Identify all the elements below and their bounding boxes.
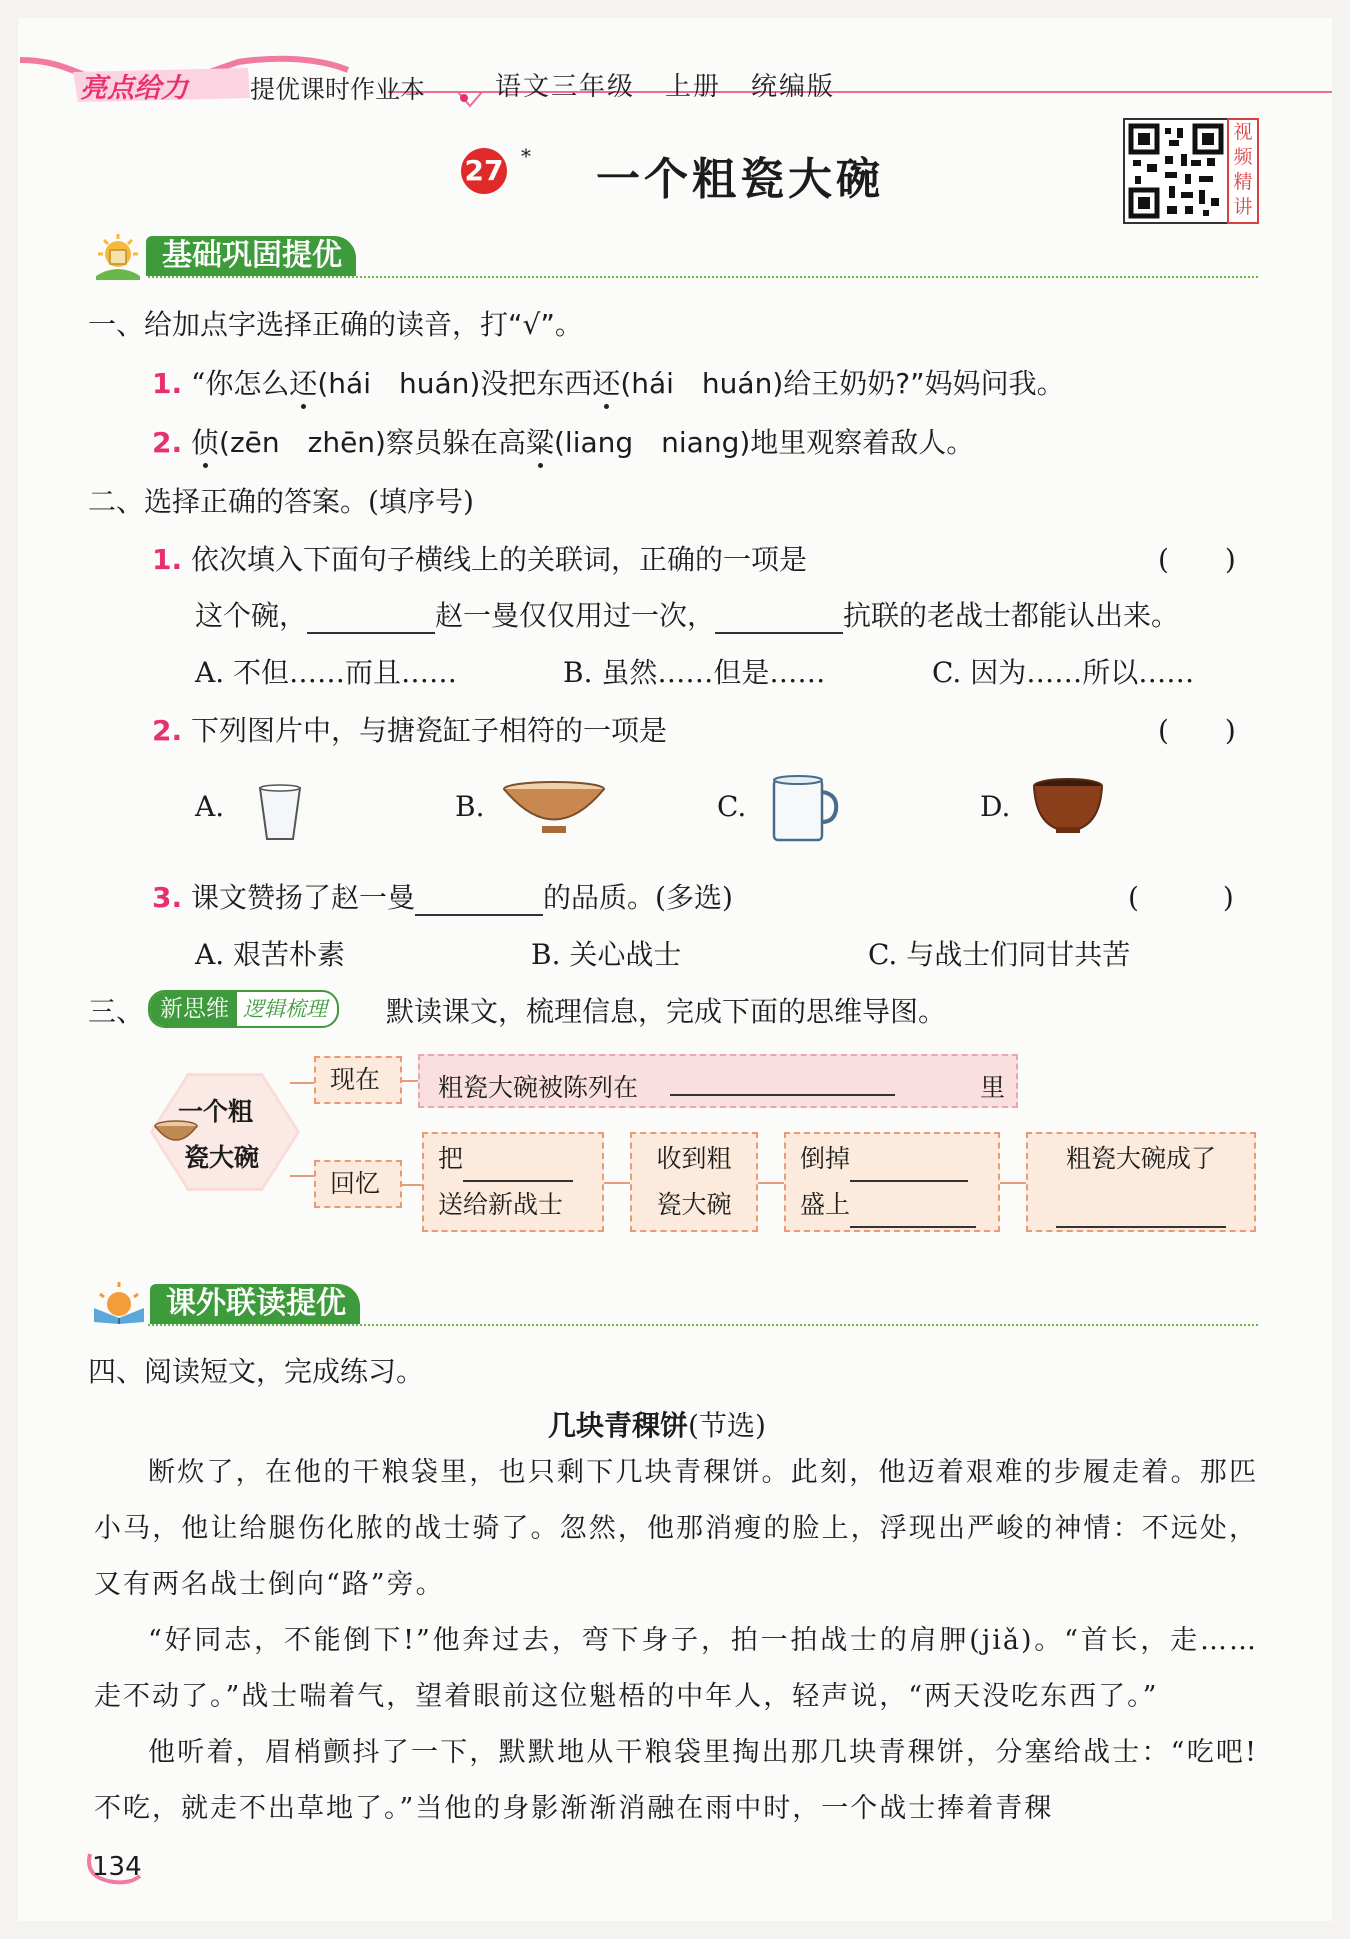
q1-item2-dotted-char-2: 粱 [525, 426, 554, 459]
mindmap-box-1 [422, 1132, 604, 1232]
mindmap-box2-text-b: 瓷大碗 [656, 1190, 732, 1219]
q2-item1-blank-1[interactable] [307, 604, 435, 634]
q2-item2 [152, 709, 667, 749]
q1-item1-dotted-char-2: 还 [592, 367, 621, 400]
q2-item3-text-a: 课文赞扬了赵一曼 [191, 881, 416, 914]
mindmap-now-end: 里 [980, 1073, 1006, 1102]
book-edition: 统编版 [751, 72, 836, 102]
mindmap-center-text-b: 瓷大碗 [184, 1143, 260, 1172]
q1-item1 [152, 362, 1065, 402]
q2-item3-option-c[interactable]: C. 与战士们同甘共苦 [868, 938, 1131, 971]
q2-item3 [152, 876, 733, 916]
passage-title-note: (节选) [688, 1409, 766, 1442]
q2-heading-note: (填序号) [368, 485, 474, 518]
q2-item1-sentence-c: 抗联的老战士都能认出来。 [843, 599, 1180, 632]
sun-book-icon [90, 232, 146, 280]
q3-tag-b: 逻辑梳理 [243, 997, 327, 1021]
q1-item2-num: 2. [152, 426, 183, 459]
q1-item2-choice-b[interactable]: (liang niang)地里观察着敌人。 [554, 426, 975, 459]
book-subtitle: 提优课时作业本 [250, 75, 426, 104]
connector [290, 1082, 314, 1084]
mindmap-box2-text-a: 收到粗 [656, 1144, 732, 1173]
brand-logo: 亮点给力 [80, 73, 188, 104]
q2-item3-option-a[interactable]: A. 艰苦朴素 [195, 938, 346, 971]
book-grade: 语文三年级 [495, 72, 636, 102]
q2-item1-num: 1. [152, 543, 183, 576]
q2-item3-blank[interactable] [415, 886, 543, 916]
q2-item2-text: 下列图片中，与搪瓷缸子相符的一项是 [191, 714, 668, 747]
q2-item1-answer-paren[interactable]: ( ) [1158, 543, 1236, 576]
q2-item3-text-b: 的品质。(多选) [543, 881, 733, 914]
passage-title [548, 1404, 766, 1444]
q1-item2 [152, 421, 974, 461]
q2-item3-num: 3. [152, 881, 183, 914]
mindmap-box3-text-b: 盛上 [800, 1190, 851, 1219]
mindmap-box-2 [630, 1132, 758, 1232]
section-reading: 课外联读提优 [150, 1284, 360, 1324]
mindmap-now-text: 粗瓷大碗被陈列在 [438, 1073, 639, 1102]
qr-code-icon [1125, 120, 1227, 222]
q2-item1-sentence-b: 赵一曼仅仅用过一次， [435, 599, 716, 632]
connector [758, 1182, 784, 1184]
q2-heading [88, 480, 474, 520]
q1-item2-choice-a[interactable]: (zēn zhēn)察员躲在高 [219, 426, 526, 459]
book-info [495, 66, 865, 103]
q2-item1-blank-2[interactable] [715, 604, 843, 634]
mindmap-box-4 [1026, 1132, 1256, 1232]
glass-cup-icon[interactable] [255, 783, 305, 843]
passage-paragraph-1: 断炊了，在他的干粮袋里，也只剩下几块青稞饼。此刻，他迈着艰难的步履走着。那匹小马，他让给腿伤化脓的战士骑了。忽然，他那消瘦的脸上，浮现出严峻的神情：不远处，又有两名战士倒向“路”旁。 [94, 1457, 1258, 1600]
q3-prefix: 三、 [88, 995, 145, 1028]
mindmap-box4-blank[interactable] [1056, 1202, 1226, 1228]
q2-item2-option-b[interactable]: B. [455, 790, 485, 823]
q1-item1-choice-b[interactable]: (hái huán)给王奶奶?”妈妈问我。 [620, 367, 1065, 400]
mindmap-box-3 [784, 1132, 1000, 1232]
q2-heading-text: 二、选择正确的答案。 [88, 485, 369, 518]
mindmap-box3-text-a: 倒掉 [800, 1144, 851, 1173]
q1-item1-text-a: “你怎么 [191, 367, 290, 400]
q2-item2-num: 2. [152, 714, 183, 747]
mindmap-memory-label: 回忆 [314, 1160, 402, 1208]
qr-tag: 视频精讲 [1227, 118, 1259, 224]
q2-item1-option-c[interactable]: C. 因为……所以…… [932, 656, 1195, 689]
lesson-number: 27 [461, 148, 507, 194]
q3-tag-a: 新思维 [150, 992, 237, 1026]
lesson-star: * [521, 144, 531, 168]
mindmap-box4-text-a: 粗瓷大碗成了 [1065, 1144, 1216, 1173]
lesson-title: 一个粗瓷大碗 [596, 154, 884, 205]
q1-heading: 一、给加点字选择正确的读音，打“√”。 [88, 308, 583, 341]
page-number: 134 [92, 1852, 142, 1882]
q4-heading: 四、阅读短文，完成练习。 [88, 1355, 425, 1388]
mindmap-box1-blank[interactable] [463, 1156, 573, 1182]
mindmap-box3-blank-1[interactable] [850, 1156, 968, 1182]
q1-item1-choice-a[interactable]: (hái huán)没把东西 [317, 367, 593, 400]
qr-code[interactable] [1123, 118, 1229, 224]
book-volume: 上册 [665, 72, 722, 102]
sunrise-book-icon [90, 1278, 148, 1324]
mindmap-box1-text-b: 送给新战士 [438, 1190, 564, 1219]
q2-item1-option-a[interactable]: A. 不但……而且…… [195, 656, 458, 689]
mindmap-now-blank[interactable] [670, 1066, 895, 1096]
q2-item2-option-a[interactable]: A. [195, 790, 225, 823]
q2-item2-answer-paren[interactable]: ( ) [1158, 714, 1236, 747]
q2-item1-option-b[interactable]: B. 虽然……但是…… [563, 656, 826, 689]
passage-paragraph-2: “好同志，不能倒下!”他奔过去，弯下身子，拍一拍战士的肩胛(jiǎ)。“首长，走……走不动了。”战士喘着气，望着眼前这位魁梧的中年人，轻声说，“两天没吃东西了。” [94, 1625, 1258, 1712]
enamel-mug-icon[interactable] [770, 774, 842, 844]
connector [402, 1184, 422, 1186]
passage-title-text: 几块青稞饼 [548, 1409, 689, 1442]
mindmap-now-label: 现在 [314, 1056, 402, 1104]
q3-heading: 默读课文，梳理信息，完成下面的思维导图。 [386, 995, 947, 1028]
q2-item1-sentence-a: 这个碗， [195, 599, 308, 632]
mindmap-now-box [418, 1054, 1018, 1108]
q2-item1 [152, 538, 807, 578]
q2-item3-option-b[interactable]: B. 关心战士 [531, 938, 682, 971]
q2-item2-option-c[interactable]: C. [717, 790, 747, 823]
q2-item1-text: 依次填入下面句子横线上的关联词，正确的一项是 [191, 543, 808, 576]
q1-item1-dotted-char: 还 [289, 367, 318, 400]
section-basic: 基础巩固提优 [146, 236, 356, 276]
passage-paragraph-3: 他听着，眉梢颤抖了一下，默默地从干粮袋里掏出那几块青稞饼，分塞给战士：“吃吧! 不吃，就走不出草地了。”当他的身影渐渐消融在雨中时，一个战士捧着青稞 [94, 1737, 1258, 1824]
q3-tag [148, 990, 339, 1028]
mindmap-box3-blank-2[interactable] [850, 1202, 976, 1228]
connector [604, 1182, 630, 1184]
passage-body [94, 1445, 1258, 1837]
q2-item3-answer-paren[interactable]: ( ) [1128, 881, 1234, 914]
q2-item2-option-d[interactable]: D. [980, 790, 1011, 823]
wide-bowl-icon[interactable] [500, 780, 608, 838]
clay-bowl-icon[interactable] [1030, 777, 1106, 837]
q2-item1-sentence [195, 594, 1179, 634]
connector [290, 1175, 314, 1177]
mindmap-box1-text-a: 把 [438, 1144, 464, 1173]
q1-item2-dotted-char: 侦 [191, 426, 220, 459]
connector [402, 1080, 418, 1082]
connector [1000, 1182, 1026, 1184]
q1-item1-num: 1. [152, 367, 183, 400]
mindmap-center-text-a: 一个粗 [178, 1097, 254, 1126]
